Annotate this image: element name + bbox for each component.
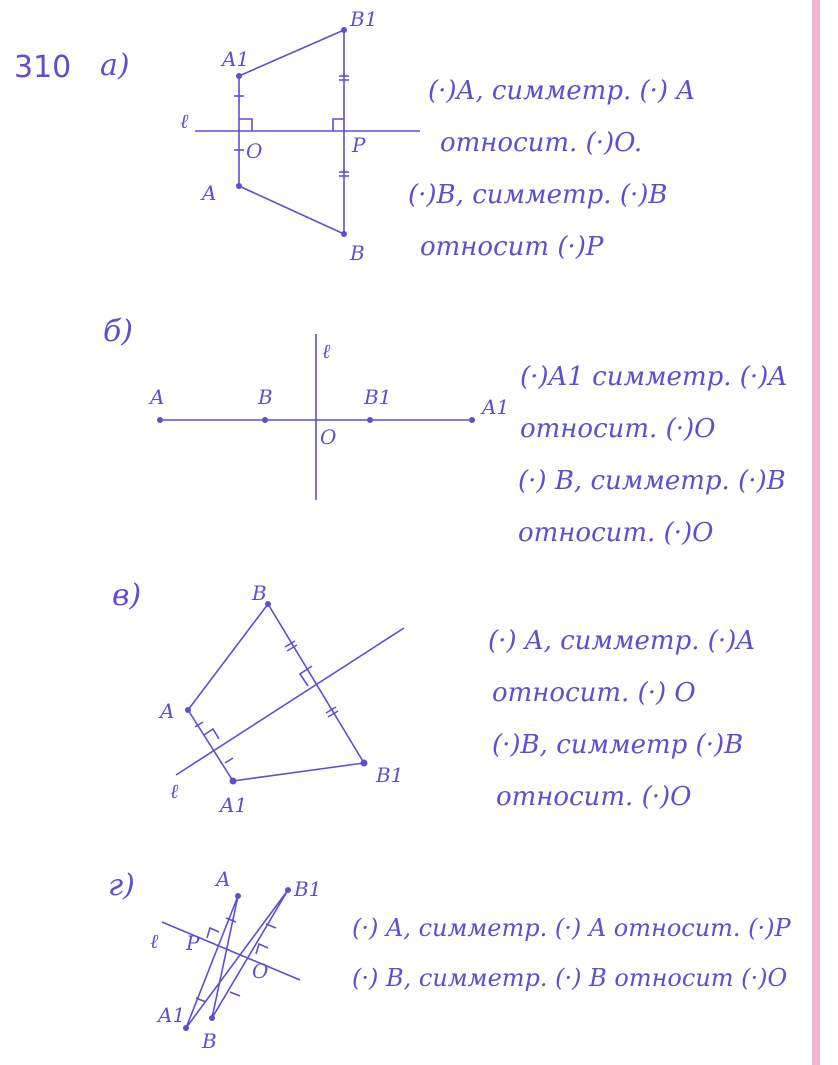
point-a1-d: A1 — [158, 1003, 186, 1027]
point-a-b: A — [150, 385, 165, 409]
point-a-d: A — [216, 867, 231, 891]
note-a-1: (·)A, симметр. (·) A — [428, 76, 696, 106]
point-p-a: P — [352, 133, 366, 157]
note-c-2: относит. (·) O — [492, 678, 696, 708]
segment-bb1-d — [212, 890, 288, 1018]
line-label-l-b: ℓ — [322, 339, 331, 363]
part-a-label: а) — [100, 48, 130, 83]
part-d-label: г) — [108, 868, 135, 903]
point-p-d: P — [186, 931, 200, 955]
segment-a1b1-d — [186, 890, 288, 1028]
segment-ab-d — [212, 896, 238, 1018]
line-label-l-c: ℓ — [170, 779, 179, 803]
point-b-c: B — [252, 581, 267, 605]
point-a1-c: A1 — [220, 793, 248, 817]
note-b-2: относит. (·)O — [520, 414, 716, 444]
point-o-b: O — [320, 425, 337, 449]
note-d-2: (·) B, симметр. (·) B относит (·)O — [352, 964, 788, 992]
note-a-3: (·)B, симметр. (·)B — [408, 180, 668, 210]
point-a1-b: A1 — [482, 395, 510, 419]
segment-aa1-d — [186, 896, 238, 1028]
right-angle-d1 — [207, 928, 219, 938]
point-o-d: O — [252, 959, 269, 983]
note-a-2: относит. (·)O. — [440, 128, 643, 158]
note-c-3: (·)B, симметр (·)B — [492, 730, 744, 760]
point-b-d: B — [202, 1029, 217, 1053]
point-a1-a: A1 — [222, 47, 250, 71]
point-b1-a: B1 — [350, 7, 378, 31]
line-label-l-a: ℓ — [180, 109, 189, 133]
point-o-a: O — [246, 139, 263, 163]
point-a-c: A — [160, 699, 175, 723]
point-b-b: B — [258, 385, 273, 409]
part-b-label: б) — [103, 314, 134, 349]
note-b-1: (·)A1 симметр. (·)A — [520, 362, 788, 392]
line-label-l-d: ℓ — [150, 929, 159, 953]
point-b1-c: B1 — [376, 763, 404, 787]
note-d-1: (·) A, симметр. (·) A относит. (·)P — [352, 914, 791, 942]
point-b1-b: B1 — [364, 385, 392, 409]
problem-number: 310 — [14, 50, 72, 85]
part-c-label: в) — [112, 578, 142, 613]
right-angle-d2 — [256, 944, 268, 954]
point-b-a: B — [350, 241, 365, 265]
note-c-1: (·) A, симметр. (·)A — [488, 626, 756, 656]
note-b-3: (·) B, симметр. (·)B — [518, 466, 786, 496]
note-a-4: относит (·)P — [420, 232, 604, 262]
note-c-4: относит. (·)O — [496, 782, 692, 812]
point-a-a: A — [202, 181, 217, 205]
note-b-4: относит. (·)O — [518, 518, 714, 548]
point-b1-d: B1 — [294, 877, 322, 901]
